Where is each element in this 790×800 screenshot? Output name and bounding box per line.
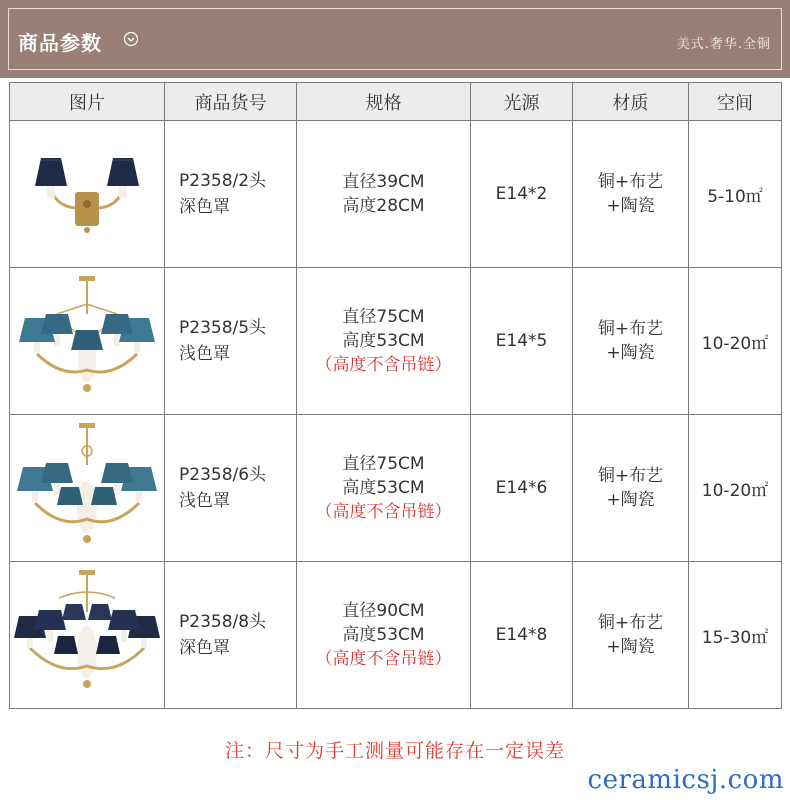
site-watermark: ceramicsj.com bbox=[587, 765, 784, 795]
model-number: P2358/2头 bbox=[179, 171, 267, 191]
light-source-cell: E14*8 bbox=[471, 562, 573, 709]
spec-table bbox=[9, 82, 782, 709]
material-line2: +陶瓷 bbox=[606, 196, 655, 216]
light-source-cell: E14*5 bbox=[471, 268, 573, 415]
column-header-image: 图片 bbox=[10, 83, 165, 121]
material-line1: 铜+布艺 bbox=[597, 466, 664, 486]
chandelier-6-image bbox=[17, 421, 157, 556]
model-number: P2358/5头 bbox=[179, 318, 267, 338]
size-cell bbox=[297, 121, 471, 268]
height-note: （高度不含吊链） bbox=[315, 355, 452, 375]
height-text: 高度53CM bbox=[342, 478, 425, 498]
diameter-text: 直径90CM bbox=[342, 601, 425, 621]
column-header-space: 空间 bbox=[689, 83, 782, 121]
material-line2: +陶瓷 bbox=[606, 637, 655, 657]
material-cell bbox=[573, 121, 689, 268]
model-number: P2358/8头 bbox=[179, 612, 267, 632]
header-banner-frame bbox=[8, 8, 782, 70]
table-row bbox=[10, 562, 782, 709]
section-title: 商品参数 bbox=[18, 31, 102, 55]
material-cell bbox=[573, 268, 689, 415]
column-header-size: 规格 bbox=[297, 83, 471, 121]
table-header-row bbox=[10, 83, 782, 121]
height-note: （高度不含吊链） bbox=[315, 502, 452, 522]
height-text: 高度53CM bbox=[342, 331, 425, 351]
model-cell bbox=[165, 562, 297, 709]
wall-lamp-image bbox=[27, 144, 147, 244]
height-note: （高度不含吊链） bbox=[315, 649, 452, 669]
header-banner bbox=[0, 0, 790, 78]
model-cell bbox=[165, 268, 297, 415]
column-header-material: 材质 bbox=[573, 83, 689, 121]
material-line2: +陶瓷 bbox=[606, 490, 655, 510]
size-cell bbox=[297, 415, 471, 562]
table-row bbox=[10, 121, 782, 268]
material-cell bbox=[573, 562, 689, 709]
material-cell bbox=[573, 415, 689, 562]
height-text: 高度53CM bbox=[342, 625, 425, 645]
product-image-cell bbox=[10, 562, 165, 709]
size-cell bbox=[297, 268, 471, 415]
model-cell bbox=[165, 121, 297, 268]
shade-type: 深色罩 bbox=[179, 638, 230, 658]
light-source-cell: E14*2 bbox=[471, 121, 573, 268]
space-cell: 5-10㎡ bbox=[689, 121, 782, 268]
height-text: 高度28CM bbox=[342, 196, 425, 216]
material-line1: 铜+布艺 bbox=[597, 172, 664, 192]
diameter-text: 直径75CM bbox=[342, 307, 425, 327]
space-cell: 10-20㎡ bbox=[689, 415, 782, 562]
model-number: P2358/6头 bbox=[179, 465, 267, 485]
column-header-model: 商品货号 bbox=[165, 83, 297, 121]
space-cell: 10-20㎡ bbox=[689, 268, 782, 415]
material-line2: +陶瓷 bbox=[606, 343, 655, 363]
column-header-light: 光源 bbox=[471, 83, 573, 121]
space-cell: 15-30㎡ bbox=[689, 562, 782, 709]
size-cell bbox=[297, 562, 471, 709]
chevron-down-icon bbox=[123, 31, 139, 47]
product-image-cell bbox=[10, 121, 165, 268]
diameter-text: 直径75CM bbox=[342, 454, 425, 474]
product-image-cell bbox=[10, 415, 165, 562]
table-row bbox=[10, 268, 782, 415]
material-line1: 铜+布艺 bbox=[597, 613, 664, 633]
shade-type: 浅色罩 bbox=[179, 344, 230, 364]
chandelier-5-image bbox=[17, 274, 157, 409]
chandelier-8-image bbox=[14, 568, 160, 703]
measurement-disclaimer: 注：尺寸为手工测量可能存在一定误差 bbox=[224, 740, 565, 762]
product-image-cell bbox=[10, 268, 165, 415]
light-source-cell: E14*6 bbox=[471, 415, 573, 562]
material-line1: 铜+布艺 bbox=[597, 319, 664, 339]
diameter-text: 直径39CM bbox=[342, 172, 425, 192]
shade-type: 浅色罩 bbox=[179, 491, 230, 511]
section-tagline: 美式.奢华.全铜 bbox=[676, 37, 771, 52]
table-row bbox=[10, 415, 782, 562]
shade-type: 深色罩 bbox=[179, 197, 230, 217]
model-cell bbox=[165, 415, 297, 562]
